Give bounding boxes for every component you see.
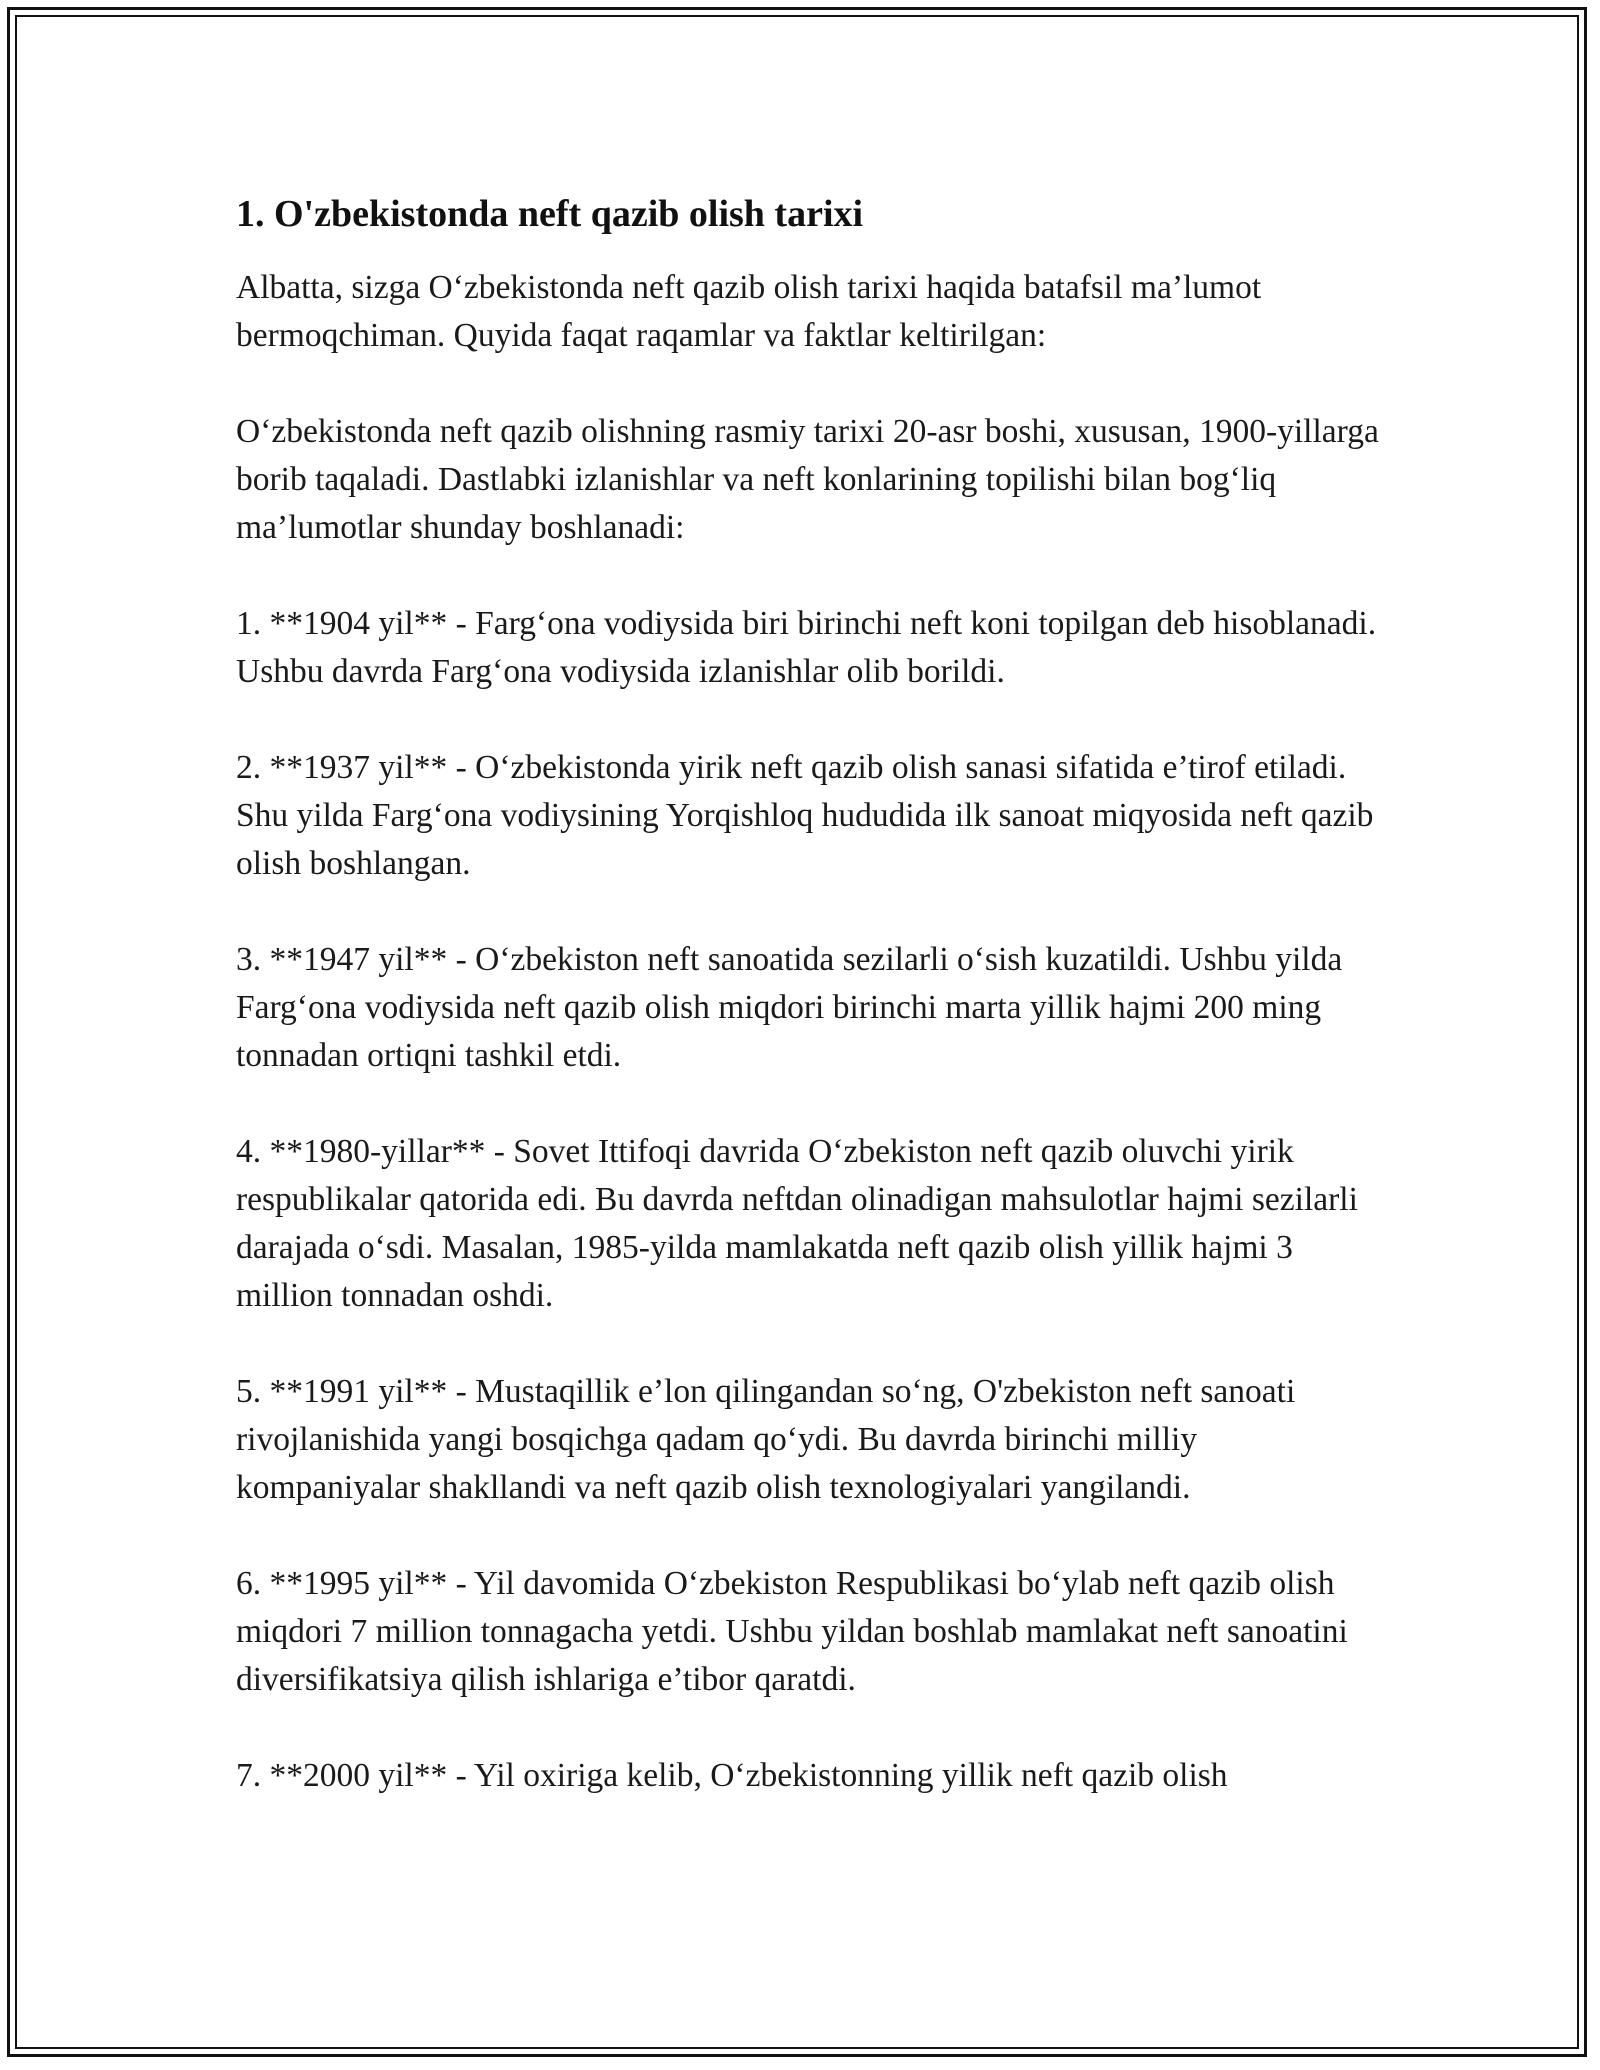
list-item-1995: 6. **1995 yil** - Yil davomida O‘zbekiston Respublikasi bo‘ylab neft qazib olish miqdori 7 million tonnagacha yetdi. Ushbu yildan boshlab mamlakat neft sanoatini diversifikatsiya qilish ishlariga e’tibor qaratdi. [236, 1565, 1348, 1698]
list-item-1991: 5. **1991 yil** - Mustaqillik e’lon qilingandan so‘ng, O'zbekiston neft sanoati rivojlanishida yangi bosqichga qadam qo‘ydi. Bu davrda birinchi milliy kompaniyalar shakllandi va neft qazib olish texnologiyalari yangilandi. [236, 1373, 1296, 1506]
list-item-1937: 2. **1937 yil** - O‘zbekistonda yirik neft qazib olish sanasi sifatida e’tirof etiladi. Shu yilda Farg‘ona vodiysining Yorqishloq hududida ilk sanoat miqyosida neft qazib olish boshlangan. [236, 749, 1374, 882]
list-item-1980s: 4. **1980-yillar** - Sovet Ittifoqi davrida O‘zbekiston neft qazib oluvchi yirik respublikalar qatorida edi. Bu davrda neftdan olinadigan mahsulotlar hajmi sezilarli darajada o‘sdi. Masalan, 1985-yilda mamlakatda neft qazib olish yillik hajmi 3 million tonnadan oshdi. [236, 1133, 1358, 1314]
document-body [236, 186, 1386, 1800]
document-title: 1. O'zbekistonda neft qazib olish tarixi [236, 193, 864, 235]
intro-paragraph: Albatta, sizga O‘zbekistonda neft qazib olish tarixi haqida batafsil ma’lumot bermoqchiman. Quyida faqat raqamlar va faktlar keltirilgan: [236, 269, 1262, 354]
list-item-2000: 7. **2000 yil** - Yil oxiriga kelib, O‘zbekistonning yillik neft qazib olish [236, 1757, 1228, 1794]
list-item-1947: 3. **1947 yil** - O‘zbekiston neft sanoatida sezilarli o‘sish kuzatildi. Ushbu yilda Farg‘ona vodiysida neft qazib olish miqdori birinchi marta yillik hajmi 200 ming tonnadan ortiqni tashkil etdi. [236, 941, 1343, 1074]
history-paragraph: O‘zbekistonda neft qazib olishning rasmiy tarixi 20-asr boshi, xususan, 1900-yillarga borib taqaladi. Dastlabki izlanishlar va neft konlarining topilishi bilan bog‘liq ma’lumotlar shunday boshlanadi: [236, 413, 1379, 546]
list-item-1904: 1. **1904 yil** - Farg‘ona vodiysida biri birinchi neft koni topilgan deb hisoblanadi. Ushbu davrda Farg‘ona vodiysida izlanishlar olib borildi. [236, 605, 1377, 690]
